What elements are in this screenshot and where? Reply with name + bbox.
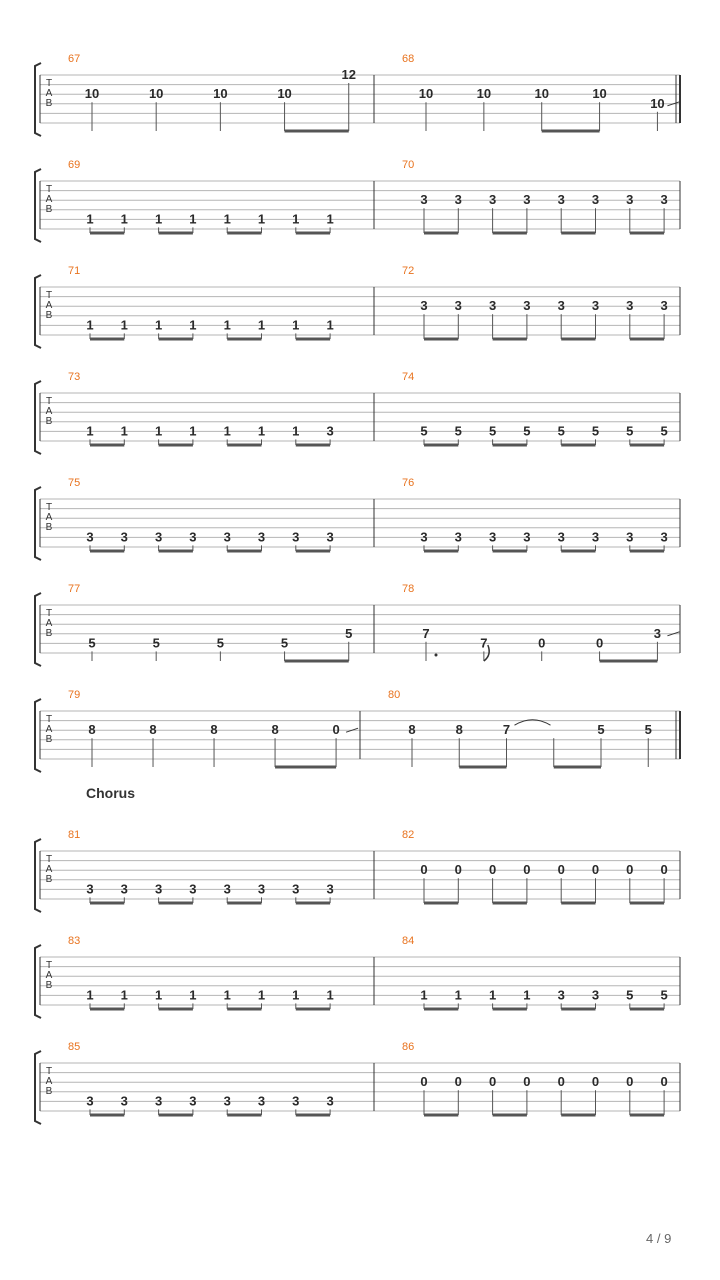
fret-number: 3 [292, 881, 300, 897]
tab-clef-letter: T [45, 396, 53, 407]
fret-number: 3 [326, 529, 334, 545]
fret-number: 5 [454, 423, 462, 439]
fret-number: 8 [88, 722, 96, 738]
fret-number: 3 [454, 298, 462, 314]
fret-number: 3 [557, 987, 565, 1003]
fret-number: 3 [660, 298, 668, 314]
tab-clef-letter: T [45, 184, 53, 195]
fret-number: 7 [480, 635, 488, 651]
fret-number: 3 [189, 529, 197, 545]
measure-number: 68 [402, 53, 415, 65]
fret-number: 0 [420, 1074, 428, 1090]
fret-number: 1 [189, 211, 197, 227]
fret-number: 3 [154, 1093, 163, 1109]
fret-number: 3 [523, 529, 531, 545]
fret-number: 1 [420, 987, 428, 1003]
fret-number: 0 [488, 862, 497, 878]
fret-number: 1 [189, 987, 197, 1003]
fret-number: 3 [86, 1093, 94, 1109]
fret-number: 3 [523, 298, 531, 314]
fret-number: 1 [257, 211, 266, 227]
fret-number: 5 [280, 635, 289, 651]
measure-number: 80 [388, 689, 401, 701]
fret-number: 3 [86, 529, 94, 545]
tab-clef-letter: A [45, 512, 53, 523]
measure-number: 83 [68, 935, 81, 947]
fret-number: 3 [488, 192, 497, 208]
fret-number: 8 [455, 722, 463, 738]
tab-clef-letter: B [45, 734, 53, 745]
tab-clef-letter: B [45, 1086, 53, 1097]
measure-number: 67 [68, 53, 81, 65]
fret-number: 1 [154, 423, 163, 439]
fret-number: 3 [326, 1093, 334, 1109]
fret-number: 8 [149, 722, 157, 738]
fret-number: 1 [86, 987, 94, 1003]
fret-number: 5 [591, 423, 600, 439]
fret-number: 3 [557, 192, 565, 208]
fret-number: 0 [626, 1074, 634, 1090]
fret-number: 1 [326, 211, 334, 227]
fret-number: 3 [223, 1093, 231, 1109]
tab-clef-letter: T [45, 854, 53, 865]
fret-number: 3 [292, 1093, 300, 1109]
tab-clef-letter: A [45, 88, 53, 99]
measure-number: 75 [68, 477, 81, 489]
fret-number: 5 [557, 423, 565, 439]
fret-number: 3 [189, 881, 197, 897]
tab-clef-letter: B [45, 628, 53, 639]
fret-number: 0 [626, 862, 634, 878]
fret-number: 1 [86, 317, 94, 333]
fret-number: 5 [488, 423, 497, 439]
fret-number: 3 [454, 192, 462, 208]
fret-number: 3 [223, 881, 231, 897]
fret-number: 3 [257, 529, 266, 545]
tab-clef-letter: A [45, 406, 53, 417]
fret-number: 10 [592, 86, 607, 102]
fret-number: 5 [597, 722, 605, 738]
fret-number: 5 [88, 635, 96, 651]
fret-number: 1 [86, 211, 94, 227]
fret-number: 3 [626, 192, 634, 208]
tab-clef-letter: A [45, 864, 53, 875]
tab-clef-letter: T [45, 714, 53, 725]
fret-number: 10 [277, 86, 292, 102]
fret-number: 10 [476, 86, 492, 102]
tab-clef-letter: A [45, 618, 53, 629]
fret-number: 5 [345, 625, 353, 641]
fret-number: 10 [84, 86, 100, 102]
tab-clef-letter: B [45, 416, 53, 427]
fret-number: 0 [660, 862, 668, 878]
fret-number: 1 [523, 987, 531, 1003]
fret-number: 1 [120, 423, 128, 439]
fret-number: 3 [591, 987, 600, 1003]
fret-number: 3 [653, 625, 662, 641]
fret-number: 1 [326, 317, 334, 333]
tab-clef-letter: T [45, 78, 53, 89]
fret-number: 0 [454, 862, 462, 878]
tab-clef-letter: A [45, 300, 53, 311]
fret-number: 0 [538, 635, 546, 651]
fret-number: 10 [213, 86, 228, 102]
fret-number: 3 [326, 881, 334, 897]
fret-number: 5 [420, 423, 428, 439]
fret-number: 3 [660, 529, 668, 545]
fret-number: 1 [120, 987, 128, 1003]
measure-number: 85 [68, 1041, 81, 1053]
measure-number: 70 [402, 159, 415, 171]
tab-clef-letter: B [45, 310, 53, 321]
fret-number: 1 [223, 317, 231, 333]
tab-clef-letter: B [45, 204, 53, 215]
fret-number: 5 [660, 423, 668, 439]
tab-clef-letter: T [45, 1066, 53, 1077]
fret-number: 3 [626, 298, 634, 314]
fret-number: 7 [502, 722, 511, 738]
fret-number: 3 [120, 529, 128, 545]
tab-clef-letter: A [45, 1076, 53, 1087]
fret-number: 0 [523, 862, 531, 878]
measure-number: 72 [402, 265, 415, 277]
tab-clef-letter: T [45, 608, 53, 619]
fret-number: 3 [154, 529, 163, 545]
fret-number: 3 [454, 529, 462, 545]
fret-number: 5 [626, 987, 634, 1003]
fret-number: 3 [86, 881, 94, 897]
fret-number: 3 [420, 529, 428, 545]
fret-number: 3 [420, 192, 428, 208]
fret-number: 1 [292, 423, 300, 439]
fret-number: 1 [292, 211, 300, 227]
measure-number: 71 [68, 265, 81, 277]
tab-clef-letter: B [45, 98, 53, 109]
fret-number: 12 [341, 67, 356, 82]
fret-number: 1 [223, 211, 231, 227]
fret-number: 0 [332, 722, 340, 738]
measure-number: 86 [402, 1041, 415, 1053]
fret-number: 1 [257, 317, 266, 333]
fret-number: 1 [120, 317, 128, 333]
tab-clef-letter: T [45, 502, 53, 513]
fret-number: 1 [257, 987, 266, 1003]
measure-number: 84 [402, 935, 415, 947]
measure-number: 73 [68, 371, 81, 383]
measure-number: 78 [402, 583, 415, 595]
fret-number: 5 [216, 635, 224, 651]
fret-number: 5 [644, 722, 652, 738]
fret-number: 1 [292, 987, 300, 1003]
fret-number: 3 [591, 298, 600, 314]
fret-number: 5 [660, 987, 668, 1003]
fret-number: 10 [650, 95, 665, 111]
fret-number: 1 [223, 423, 231, 439]
measure-number: 76 [402, 477, 415, 489]
fret-number: 3 [488, 298, 497, 314]
tab-clef-letter: B [45, 874, 53, 885]
fret-number: 1 [189, 317, 197, 333]
fret-number: 3 [223, 529, 231, 545]
fret-number: 3 [488, 529, 497, 545]
fret-number: 0 [557, 1074, 565, 1090]
measure-number: 74 [402, 371, 415, 383]
fret-number: 5 [626, 423, 634, 439]
augmentation-dot [435, 654, 438, 657]
section-label: Chorus [86, 785, 135, 801]
fret-number: 0 [660, 1074, 668, 1090]
tab-clef-letter: A [45, 724, 53, 735]
measure-number: 82 [402, 829, 415, 841]
tab-clef-letter: B [45, 522, 53, 533]
fret-number: 3 [120, 881, 128, 897]
fret-number: 3 [120, 1093, 128, 1109]
fret-number: 3 [420, 298, 428, 314]
fret-number: 0 [488, 1074, 497, 1090]
fret-number: 3 [523, 192, 531, 208]
fret-number: 8 [408, 722, 416, 738]
fret-number: 0 [557, 862, 565, 878]
fret-number: 0 [523, 1074, 531, 1090]
fret-number: 0 [591, 862, 600, 878]
fret-number: 3 [326, 423, 334, 439]
fret-number: 0 [591, 1074, 600, 1090]
fret-number: 1 [292, 317, 300, 333]
fret-number: 8 [271, 722, 279, 738]
fret-number: 1 [257, 423, 266, 439]
measure-number: 69 [68, 159, 81, 171]
fret-number: 3 [591, 192, 600, 208]
measure-number: 79 [68, 689, 81, 701]
fret-number: 1 [154, 987, 163, 1003]
fret-number: 1 [223, 987, 231, 1003]
fret-number: 8 [210, 722, 218, 738]
tab-clef-letter: T [45, 960, 53, 971]
fret-number: 7 [422, 625, 430, 641]
fret-number: 10 [534, 86, 549, 102]
measure-number: 77 [68, 583, 81, 595]
fret-number: 1 [189, 423, 197, 439]
fret-number: 1 [326, 987, 334, 1003]
fret-number: 0 [454, 1074, 462, 1090]
fret-number: 3 [557, 529, 565, 545]
fret-number: 1 [154, 211, 163, 227]
tab-clef-letter: T [45, 290, 53, 301]
tab-clef-letter: A [45, 970, 53, 981]
fret-number: 0 [420, 862, 428, 878]
fret-number: 1 [86, 423, 94, 439]
page-number: 4 / 9 [646, 1231, 672, 1246]
fret-number: 3 [154, 881, 163, 897]
fret-number: 0 [595, 635, 604, 651]
fret-number: 3 [626, 529, 634, 545]
fret-number: 1 [454, 987, 462, 1003]
fret-number: 10 [418, 86, 434, 102]
tab-clef-letter: A [45, 194, 53, 205]
fret-number: 3 [257, 1093, 266, 1109]
tab-clef-letter: B [45, 980, 53, 991]
fret-number: 3 [189, 1093, 197, 1109]
fret-number: 3 [292, 529, 300, 545]
measure-number: 81 [68, 829, 81, 841]
fret-number: 1 [154, 317, 163, 333]
fret-number: 5 [152, 635, 160, 651]
fret-number: 3 [557, 298, 565, 314]
fret-number: 1 [488, 987, 497, 1003]
fret-number: 5 [523, 423, 531, 439]
fret-number: 3 [257, 881, 266, 897]
fret-number: 3 [591, 529, 600, 545]
fret-number: 10 [148, 86, 164, 102]
fret-number: 3 [660, 192, 668, 208]
fret-number: 1 [120, 211, 128, 227]
